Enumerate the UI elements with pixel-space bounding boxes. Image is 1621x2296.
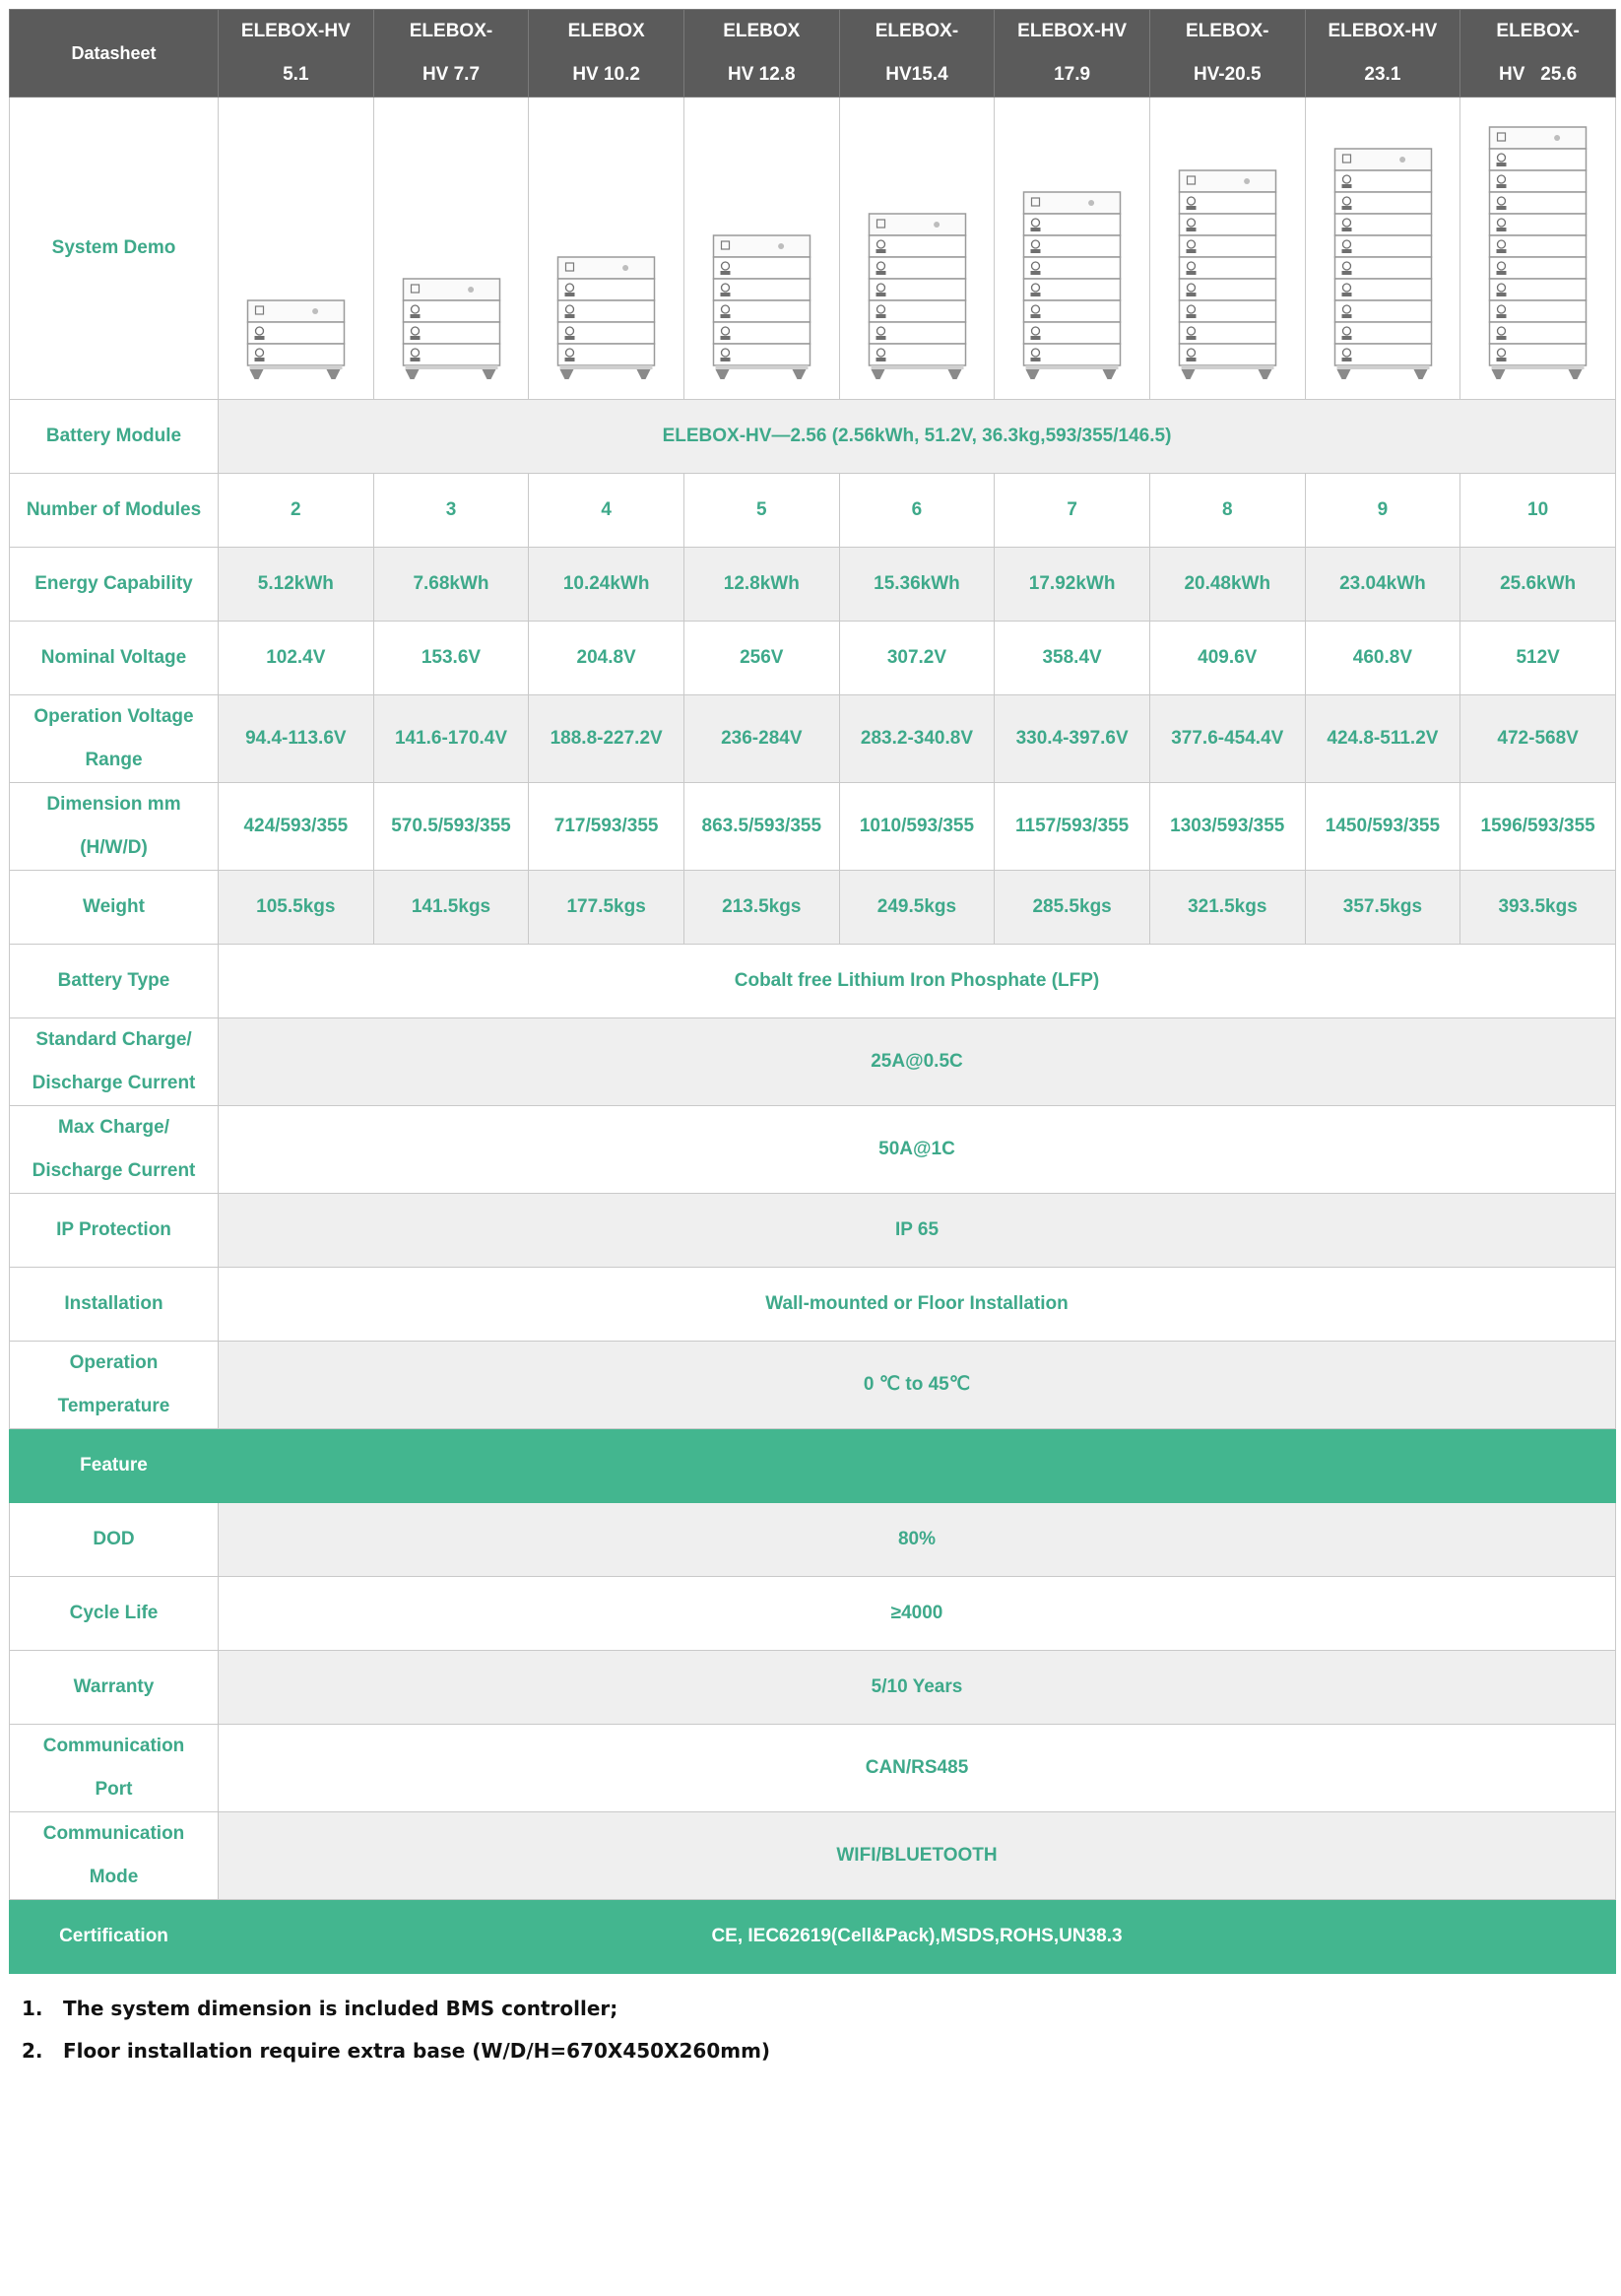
value-cell: 141.6-170.4V — [373, 695, 529, 783]
module-handle-icon — [1031, 314, 1041, 318]
model-header — [995, 10, 1150, 98]
bms-controller-shape — [713, 235, 810, 257]
row-dimension — [10, 783, 1616, 871]
battery-stack-icon — [840, 98, 995, 399]
row-label — [10, 1812, 219, 1900]
status-led-icon — [312, 308, 318, 314]
row-label-text: Battery Type — [57, 970, 170, 991]
value-cell: 15.36kWh — [839, 548, 995, 622]
value-cell: 5 — [683, 474, 839, 548]
status-led-icon — [1088, 200, 1094, 206]
status-led-icon — [622, 265, 628, 271]
value-cell: 23.04kWh — [1305, 548, 1460, 622]
footnote-item: 1. The system dimension is included BMS controller; — [22, 1997, 618, 2020]
row-installation — [10, 1268, 1616, 1342]
model-header — [1460, 10, 1616, 98]
datasheet-label: Datasheet — [10, 10, 219, 98]
row-std-current — [10, 1018, 1616, 1106]
value-cell: 358.4V — [995, 622, 1150, 695]
value-cell: 204.8V — [529, 622, 684, 695]
bms-controller-shape — [1334, 149, 1431, 170]
module-handle-icon — [565, 293, 575, 296]
value-cell: 321.5kgs — [1149, 871, 1305, 945]
spanning-value-cell: IP 65 — [219, 1194, 1616, 1268]
status-led-icon — [1244, 178, 1250, 184]
module-handle-icon — [1341, 249, 1351, 253]
foot-icon — [1103, 369, 1117, 379]
foot-icon — [1569, 369, 1583, 379]
row-label — [10, 1018, 219, 1106]
model-name-part: HV 12.8 — [727, 64, 796, 85]
value-cell: 717/593/355 — [529, 783, 684, 871]
module-handle-icon — [410, 336, 420, 340]
model-header — [839, 10, 995, 98]
status-led-icon — [934, 222, 940, 228]
row-nominal-voltage — [10, 622, 1616, 695]
bms-controller-shape — [1490, 127, 1587, 149]
value-cell: 12.8kWh — [683, 548, 839, 622]
module-handle-icon — [1031, 228, 1041, 231]
row-label-text: Discharge Current — [32, 1160, 196, 1181]
row-label-text: Range — [85, 750, 143, 770]
value-cell: 213.5kgs — [683, 871, 839, 945]
row-feature — [10, 1429, 1616, 1503]
module-handle-icon — [1341, 336, 1351, 340]
header-row — [10, 10, 1616, 98]
value-cell: 141.5kgs — [373, 871, 529, 945]
module-handle-icon — [1031, 249, 1041, 253]
value-cell: 10 — [1460, 474, 1616, 548]
module-handle-icon — [1497, 249, 1507, 253]
module-handle-icon — [1341, 184, 1351, 188]
module-handle-icon — [1341, 314, 1351, 318]
module-handle-icon — [875, 293, 885, 296]
model-name-part: HV 25.6 — [1499, 64, 1578, 85]
bms-controller-shape — [1179, 170, 1275, 192]
row-label — [10, 1503, 219, 1577]
system-demo-label: System Demo — [10, 98, 219, 400]
value-cell: 25.6kWh — [1460, 548, 1616, 622]
value-cell: 307.2V — [839, 622, 995, 695]
row-label — [10, 474, 219, 548]
module-handle-icon — [410, 358, 420, 361]
status-led-icon — [1554, 135, 1560, 141]
row-label-text: Installation — [64, 1293, 163, 1314]
battery-stack-illustration — [529, 98, 684, 400]
spanning-value-cell: 0 ℃ to 45℃ — [219, 1342, 1616, 1429]
row-warranty — [10, 1651, 1616, 1725]
module-handle-icon — [1497, 293, 1507, 296]
module-handle-icon — [1497, 228, 1507, 231]
row-label — [10, 871, 219, 945]
value-cell: 1450/593/355 — [1305, 783, 1460, 871]
value-cell: 153.6V — [373, 622, 529, 695]
module-handle-icon — [1186, 271, 1196, 275]
module-handle-icon — [720, 271, 730, 275]
bms-controller-shape — [869, 214, 965, 235]
value-cell: 1157/593/355 — [995, 783, 1150, 871]
spanning-value-cell: 80% — [219, 1503, 1616, 1577]
row-label-text: Nominal Voltage — [40, 647, 187, 668]
row-energy — [10, 548, 1616, 622]
status-led-icon — [1399, 157, 1405, 163]
module-handle-icon — [1186, 336, 1196, 340]
module-handle-icon — [1341, 358, 1351, 361]
row-label-text: Communication — [42, 1823, 185, 1844]
module-handle-icon — [1186, 358, 1196, 361]
model-name-part: ELEBOX- — [875, 21, 959, 41]
module-handle-icon — [720, 358, 730, 361]
module-handle-icon — [565, 314, 575, 318]
stack-base-shape — [1336, 365, 1429, 369]
foot-icon — [560, 369, 574, 379]
value-cell: 863.5/593/355 — [683, 783, 839, 871]
value-cell: 393.5kgs — [1460, 871, 1616, 945]
row-label-text: Feature — [80, 1455, 148, 1476]
module-handle-icon — [255, 336, 265, 340]
value-cell: 377.6-454.4V — [1149, 695, 1305, 783]
value-cell: 1303/593/355 — [1149, 783, 1305, 871]
stack-base-shape — [1026, 365, 1119, 369]
foot-icon — [1492, 369, 1506, 379]
row-label — [10, 1577, 219, 1651]
battery-stack-icon — [374, 98, 529, 399]
row-label-text: Cycle Life — [69, 1603, 159, 1623]
model-name-part: ELEBOX — [723, 21, 801, 41]
value-cell: 20.48kWh — [1149, 548, 1305, 622]
value-cell: 472-568V — [1460, 695, 1616, 783]
value-cell: 6 — [839, 474, 995, 548]
row-max-current — [10, 1106, 1616, 1194]
foot-icon — [1336, 369, 1350, 379]
battery-stack-illustration — [219, 98, 374, 400]
module-handle-icon — [1341, 293, 1351, 296]
model-header — [529, 10, 684, 98]
value-cell: 1596/593/355 — [1460, 783, 1616, 871]
row-label — [10, 1342, 219, 1429]
module-handle-icon — [1031, 271, 1041, 275]
bms-controller-shape — [558, 257, 655, 279]
row-label — [10, 1725, 219, 1812]
battery-stack-icon — [684, 98, 839, 399]
row-label-text: Operation Voltage — [33, 706, 194, 727]
row-battery-module — [10, 400, 1616, 474]
spanning-value-cell: Cobalt free Lithium Iron Phosphate (LFP) — [219, 945, 1616, 1018]
stack-base-shape — [250, 365, 343, 369]
module-handle-icon — [1186, 249, 1196, 253]
model-header — [219, 10, 374, 98]
value-cell: 4 — [529, 474, 684, 548]
module-handle-icon — [1497, 358, 1507, 361]
model-name-part: ELEBOX-HV — [240, 21, 351, 41]
value-cell: 424.8-511.2V — [1305, 695, 1460, 783]
foot-icon — [250, 369, 264, 379]
battery-stack-illustration — [1305, 98, 1460, 400]
module-handle-icon — [1031, 293, 1041, 296]
value-cell: 3 — [373, 474, 529, 548]
module-handle-icon — [875, 314, 885, 318]
value-cell: 17.92kWh — [995, 548, 1150, 622]
model-header — [1305, 10, 1460, 98]
spanning-value-cell: ELEBOX-HV—2.56 (2.56kWh, 51.2V, 36.3kg,593/355/146.5) — [219, 400, 1616, 474]
value-cell: 10.24kWh — [529, 548, 684, 622]
system-demo-row — [10, 98, 1616, 400]
module-handle-icon — [1497, 206, 1507, 210]
foot-icon — [1413, 369, 1427, 379]
module-handle-icon — [1341, 206, 1351, 210]
row-weight — [10, 871, 1616, 945]
foot-icon — [792, 369, 806, 379]
model-name-part: ELEBOX- — [1186, 21, 1269, 41]
stack-base-shape — [1492, 365, 1585, 369]
spanning-value-cell: 50A@1C — [219, 1106, 1616, 1194]
module-handle-icon — [875, 358, 885, 361]
row-label — [10, 945, 219, 1018]
value-cell: 460.8V — [1305, 622, 1460, 695]
row-label-text: DOD — [93, 1529, 135, 1549]
bms-controller-shape — [1024, 192, 1121, 214]
value-cell: 285.5kgs — [995, 871, 1150, 945]
bms-controller-shape — [248, 300, 345, 322]
module-handle-icon — [720, 314, 730, 318]
battery-stack-icon — [1150, 98, 1305, 399]
model-name-part: ELEBOX-HV — [1017, 21, 1128, 41]
module-handle-icon — [720, 293, 730, 296]
datasheet-table — [9, 9, 1616, 1974]
foot-icon — [1181, 369, 1195, 379]
stack-base-shape — [715, 365, 808, 369]
footnotes — [22, 1988, 770, 2072]
battery-stack-illustration — [683, 98, 839, 400]
module-handle-icon — [1031, 336, 1041, 340]
foot-icon — [405, 369, 419, 379]
row-label — [10, 783, 219, 871]
value-cell: 105.5kgs — [219, 871, 374, 945]
value-cell: 236-284V — [683, 695, 839, 783]
battery-stack-icon — [1460, 98, 1615, 399]
model-name-part: 17.9 — [1054, 64, 1091, 85]
stack-base-shape — [405, 365, 497, 369]
model-name-part: HV15.4 — [885, 64, 948, 85]
model-name-part: ELEBOX- — [1496, 21, 1580, 41]
value-cell: 357.5kgs — [1305, 871, 1460, 945]
module-handle-icon — [565, 336, 575, 340]
row-ip — [10, 1194, 1616, 1268]
model-header — [683, 10, 839, 98]
stack-base-shape — [560, 365, 653, 369]
foot-icon — [871, 369, 884, 379]
value-cell: 5.12kWh — [219, 548, 374, 622]
value-cell: 283.2-340.8V — [839, 695, 995, 783]
row-label-text: IP Protection — [56, 1219, 171, 1240]
foot-icon — [1258, 369, 1271, 379]
module-handle-icon — [1186, 314, 1196, 318]
value-cell: 102.4V — [219, 622, 374, 695]
row-label-text: Battery Module — [45, 426, 182, 446]
spanning-value-cell: 5/10 Years — [219, 1651, 1616, 1725]
value-cell: 570.5/593/355 — [373, 783, 529, 871]
row-label-text: Dimension mm — [46, 794, 181, 815]
module-handle-icon — [1341, 228, 1351, 231]
row-certification — [10, 1900, 1616, 1974]
value-cell: 409.6V — [1149, 622, 1305, 695]
module-handle-icon — [1186, 228, 1196, 231]
model-name-part: HV 7.7 — [421, 64, 481, 85]
row-battery-type — [10, 945, 1616, 1018]
module-handle-icon — [720, 336, 730, 340]
battery-stack-illustration — [373, 98, 529, 400]
module-handle-icon — [255, 358, 265, 361]
model-name-part: HV-20.5 — [1193, 64, 1262, 85]
model-name-part: ELEBOX-HV — [1328, 21, 1438, 41]
foot-icon — [482, 369, 495, 379]
value-cell: 1010/593/355 — [839, 783, 995, 871]
battery-stack-illustration — [1149, 98, 1305, 400]
row-label-text: Weight — [83, 896, 145, 917]
module-handle-icon — [1186, 206, 1196, 210]
row-label — [10, 695, 219, 783]
row-label-text: Temperature — [57, 1396, 170, 1416]
module-handle-icon — [1497, 184, 1507, 188]
battery-stack-icon — [1306, 98, 1460, 399]
value-cell: 330.4-397.6V — [995, 695, 1150, 783]
module-handle-icon — [410, 314, 420, 318]
row-cycle — [10, 1577, 1616, 1651]
spanning-value-cell: ≥4000 — [219, 1577, 1616, 1651]
module-handle-icon — [875, 249, 885, 253]
value-cell: 2 — [219, 474, 374, 548]
value-cell: 256V — [683, 622, 839, 695]
module-handle-icon — [1497, 271, 1507, 275]
module-handle-icon — [1341, 271, 1351, 275]
foot-icon — [637, 369, 651, 379]
spanning-value-cell — [219, 1429, 1616, 1503]
row-label-text: Energy Capability — [34, 573, 193, 594]
row-label — [10, 1268, 219, 1342]
row-label-text: (H/W/D) — [80, 837, 148, 858]
foot-icon — [327, 369, 341, 379]
model-header — [373, 10, 529, 98]
stack-base-shape — [1181, 365, 1273, 369]
value-cell: 94.4-113.6V — [219, 695, 374, 783]
row-label — [10, 1429, 219, 1503]
model-name-part: ELEBOX — [567, 21, 645, 41]
row-comm-mode — [10, 1812, 1616, 1900]
status-led-icon — [468, 287, 474, 293]
spanning-value-cell: CE, IEC62619(Cell&Pack),MSDS,ROHS,UN38.3 — [219, 1900, 1616, 1974]
row-label — [10, 622, 219, 695]
value-cell: 249.5kgs — [839, 871, 995, 945]
footnote-item: 2. Floor installation require extra base (W/D/H=670X450X260mm) — [22, 2039, 771, 2063]
row-label-text: Mode — [89, 1867, 139, 1887]
module-handle-icon — [1497, 314, 1507, 318]
row-modules — [10, 474, 1616, 548]
row-label-text: Number of Modules — [26, 499, 202, 520]
model-name-part: 23.1 — [1364, 64, 1401, 85]
foot-icon — [1026, 369, 1040, 379]
value-cell: 9 — [1305, 474, 1460, 548]
row-label-text: Discharge Current — [32, 1073, 196, 1093]
value-cell: 8 — [1149, 474, 1305, 548]
value-cell: 424/593/355 — [219, 783, 374, 871]
module-handle-icon — [1031, 358, 1041, 361]
module-handle-icon — [1186, 293, 1196, 296]
row-comm-port — [10, 1725, 1616, 1812]
row-label-text: Warranty — [73, 1676, 155, 1697]
foot-icon — [715, 369, 729, 379]
row-label-text: Port — [95, 1779, 133, 1800]
row-label — [10, 1194, 219, 1268]
row-label-text: Max Charge/ — [58, 1117, 169, 1138]
row-dod — [10, 1503, 1616, 1577]
battery-stack-illustration — [1460, 98, 1616, 400]
row-op-temp — [10, 1342, 1616, 1429]
foot-icon — [947, 369, 961, 379]
value-cell: 7.68kWh — [373, 548, 529, 622]
value-cell: 177.5kgs — [529, 871, 684, 945]
module-handle-icon — [875, 336, 885, 340]
module-handle-icon — [875, 271, 885, 275]
value-cell: 512V — [1460, 622, 1616, 695]
row-label — [10, 1900, 219, 1974]
battery-stack-icon — [995, 98, 1149, 399]
battery-stack-illustration — [995, 98, 1150, 400]
battery-stack-illustration — [839, 98, 995, 400]
spanning-value-cell: CAN/RS485 — [219, 1725, 1616, 1812]
module-handle-icon — [565, 358, 575, 361]
spanning-value-cell: WIFI/BLUETOOTH — [219, 1812, 1616, 1900]
value-cell: 188.8-227.2V — [529, 695, 684, 783]
row-op-voltage — [10, 695, 1616, 783]
row-label — [10, 1106, 219, 1194]
model-name-part: 5.1 — [283, 64, 309, 85]
battery-stack-icon — [529, 98, 683, 399]
status-led-icon — [778, 243, 784, 249]
row-label — [10, 400, 219, 474]
value-cell: 7 — [995, 474, 1150, 548]
stack-base-shape — [871, 365, 963, 369]
row-label-text: Standard Charge/ — [35, 1029, 192, 1050]
row-label-text: Certification — [59, 1926, 168, 1946]
battery-stack-icon — [219, 98, 373, 399]
row-label — [10, 1651, 219, 1725]
bms-controller-shape — [403, 279, 499, 300]
model-name-part: ELEBOX- — [409, 21, 493, 41]
model-name-part: HV 10.2 — [572, 64, 640, 85]
module-handle-icon — [1497, 163, 1507, 166]
model-header — [1149, 10, 1305, 98]
row-label — [10, 548, 219, 622]
spanning-value-cell: 25A@0.5C — [219, 1018, 1616, 1106]
row-label-text: Communication — [42, 1736, 185, 1756]
row-label-text: Operation — [69, 1352, 159, 1373]
spanning-value-cell: Wall-mounted or Floor Installation — [219, 1268, 1616, 1342]
module-handle-icon — [1497, 336, 1507, 340]
